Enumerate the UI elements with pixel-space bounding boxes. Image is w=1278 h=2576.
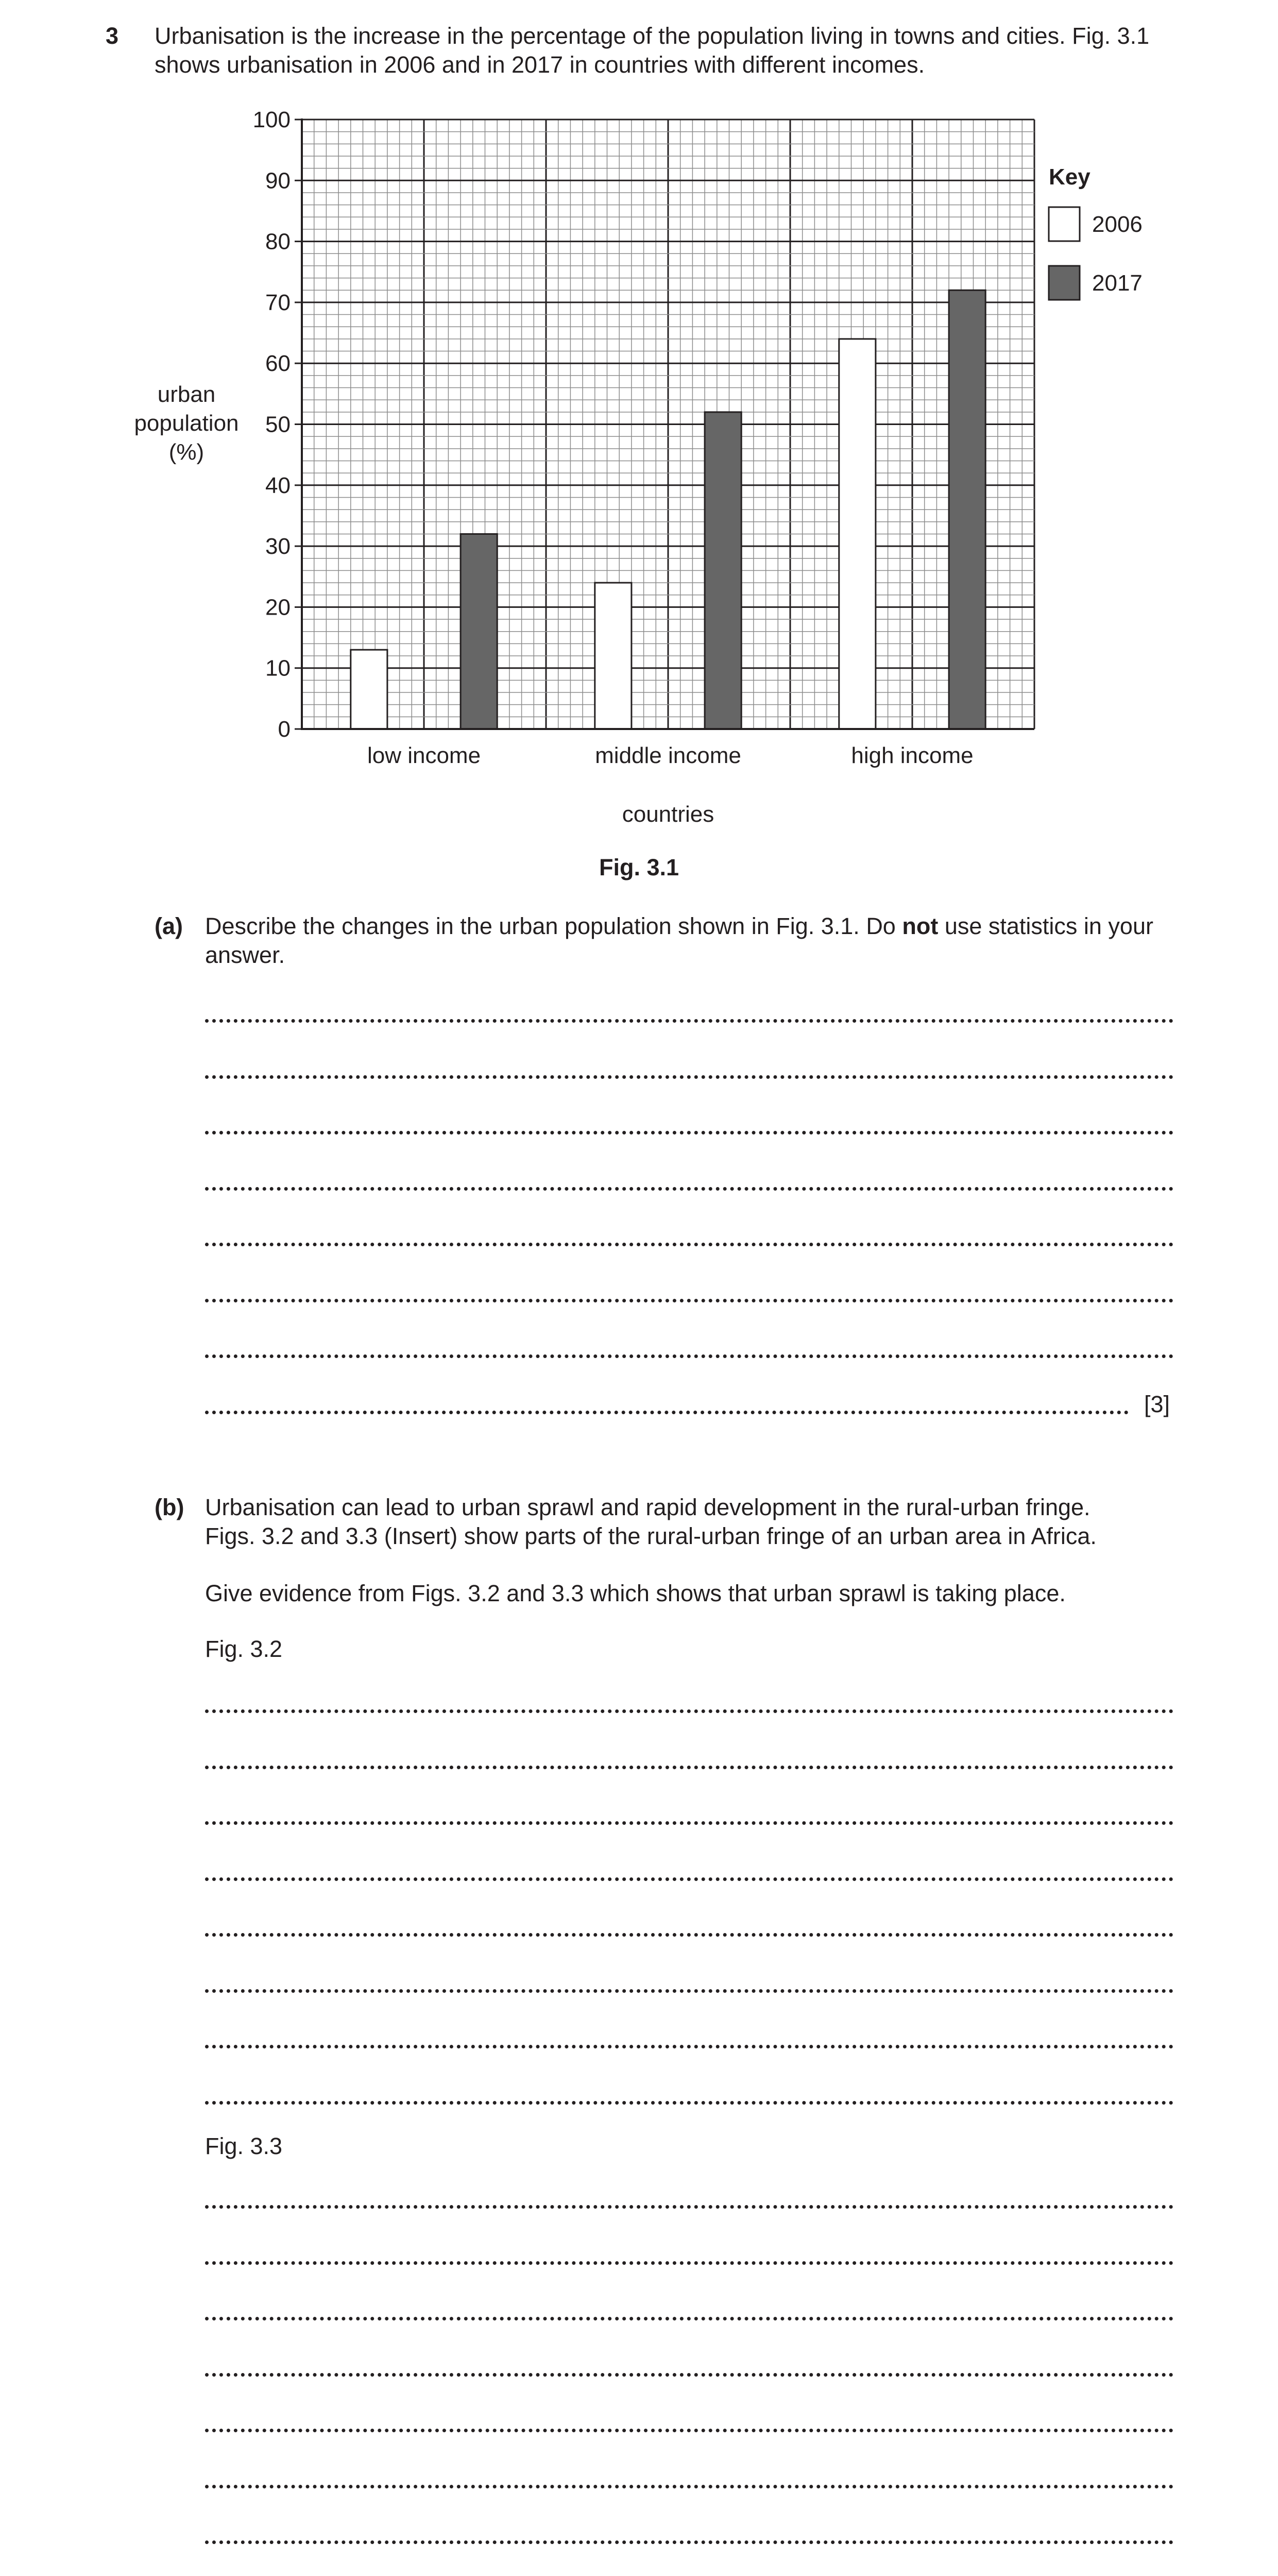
answer-line-a-8[interactable] (205, 1411, 1129, 1414)
y-tick-label: 70 (265, 290, 291, 315)
y-tick-label: 10 (265, 655, 291, 681)
legend-title: Key (1049, 164, 1090, 190)
part-b-label: (b) (155, 1494, 184, 1520)
y-axis-title-line: (%) (168, 439, 205, 465)
part-b-text-1: Urbanisation can lead to urban sprawl and rapid development in the rural-urban fringe. (205, 1494, 1090, 1520)
question-intro-line-1: Urbanisation is the increase in the percentage of the population living in towns and cities. Fig. 3.1 (155, 23, 1150, 49)
bar-2017-high-income (949, 290, 985, 729)
y-tick-label: 40 (265, 472, 291, 498)
y-tick-label: 80 (265, 229, 291, 255)
fig-3-2-label: Fig. 3.2 (205, 1636, 283, 1662)
part-b-text-2: Figs. 3.2 and 3.3 (Insert) show parts of the rural-urban fringe of an urban area in Africa. (205, 1523, 1097, 1549)
answer-line-a-6[interactable] (205, 1299, 1173, 1302)
question-intro (155, 22, 1174, 79)
question-intro-line-2: shows urbanisation in 2006 and in 2017 in countries with different incomes. (155, 52, 925, 78)
part-a-question (205, 912, 1179, 970)
answer-line-b-fig32-4[interactable] (205, 1877, 1173, 1881)
y-axis-title-line: population (134, 411, 239, 436)
legend-swatch-2017 (1049, 266, 1080, 300)
bar-2006-low-income (351, 650, 387, 729)
part-a-text-3: answer. (205, 942, 285, 968)
x-category-label: middle income (595, 743, 741, 768)
bar-2017-low-income (461, 534, 497, 729)
urbanisation-bar-chart (103, 98, 1185, 902)
answer-line-a-2[interactable] (205, 1075, 1173, 1079)
x-category-label: low income (367, 743, 481, 768)
answer-line-a-3[interactable] (205, 1131, 1173, 1134)
y-tick-label: 0 (278, 717, 291, 742)
answer-line-b-fig32-6[interactable] (205, 1989, 1173, 1993)
answer-line-a-1[interactable] (205, 1019, 1173, 1023)
bar-2006-middle-income (595, 583, 632, 729)
part-a-label: (a) (155, 913, 183, 939)
part-b-question (205, 1493, 1179, 1551)
answer-line-b-fig33-6[interactable] (205, 2485, 1173, 2488)
y-tick-label: 20 (265, 595, 291, 620)
y-tick-label: 60 (265, 351, 291, 377)
y-tick-label: 30 (265, 534, 291, 560)
bar-2006-high-income (839, 339, 876, 729)
legend-label-2006: 2006 (1092, 212, 1143, 237)
answer-line-b-fig33-4[interactable] (205, 2373, 1173, 2377)
answer-line-b-fig32-7[interactable] (205, 2045, 1173, 2048)
answer-line-b-fig32-2[interactable] (205, 1766, 1173, 1769)
y-axis-title-line: urban (157, 382, 216, 407)
answer-line-b-fig33-5[interactable] (205, 2429, 1173, 2432)
answer-line-b-fig32-8[interactable] (205, 2101, 1173, 2105)
part-b-text-3: Give evidence from Figs. 3.2 and 3.3 which shows that urban sprawl is taking place. (205, 1580, 1066, 1606)
y-tick-label: 50 (265, 412, 291, 437)
part-a-marks: [3] (1144, 1391, 1170, 1417)
part-a-text-1: Describe the changes in the urban population shown in Fig. 3.1. Do (205, 913, 902, 939)
answer-line-b-fig32-1[interactable] (205, 1709, 1173, 1713)
bar-2017-middle-income (705, 412, 741, 729)
chart-grid (302, 120, 1034, 729)
x-category-label: high income (851, 743, 974, 768)
y-tick-label: 100 (252, 107, 291, 132)
answer-line-a-5[interactable] (205, 1243, 1173, 1246)
figure-caption: Fig. 3.1 (599, 854, 679, 880)
y-tick-label: 90 (265, 168, 291, 194)
answer-line-b-fig32-5[interactable] (205, 1933, 1173, 1937)
answer-line-a-4[interactable] (205, 1187, 1173, 1191)
answer-line-a-7[interactable] (205, 1354, 1173, 1358)
legend-swatch-2006 (1049, 207, 1080, 241)
answer-line-b-fig33-7[interactable] (205, 2540, 1173, 2544)
part-a-text-2: use statistics in your (938, 913, 1153, 939)
x-axis-title: countries (622, 802, 714, 827)
answer-line-b-fig33-3[interactable] (205, 2317, 1173, 2320)
fig-3-3-label: Fig. 3.3 (205, 2133, 283, 2159)
answer-line-b-fig33-2[interactable] (205, 2261, 1173, 2265)
chart-legend (1049, 164, 1143, 300)
question-number: 3 (106, 23, 119, 49)
answer-line-b-fig32-3[interactable] (205, 1821, 1173, 1825)
answer-line-b-fig33-1[interactable] (205, 2205, 1173, 2209)
legend-label-2017: 2017 (1092, 270, 1143, 296)
part-a-text-bold: not (902, 913, 939, 939)
